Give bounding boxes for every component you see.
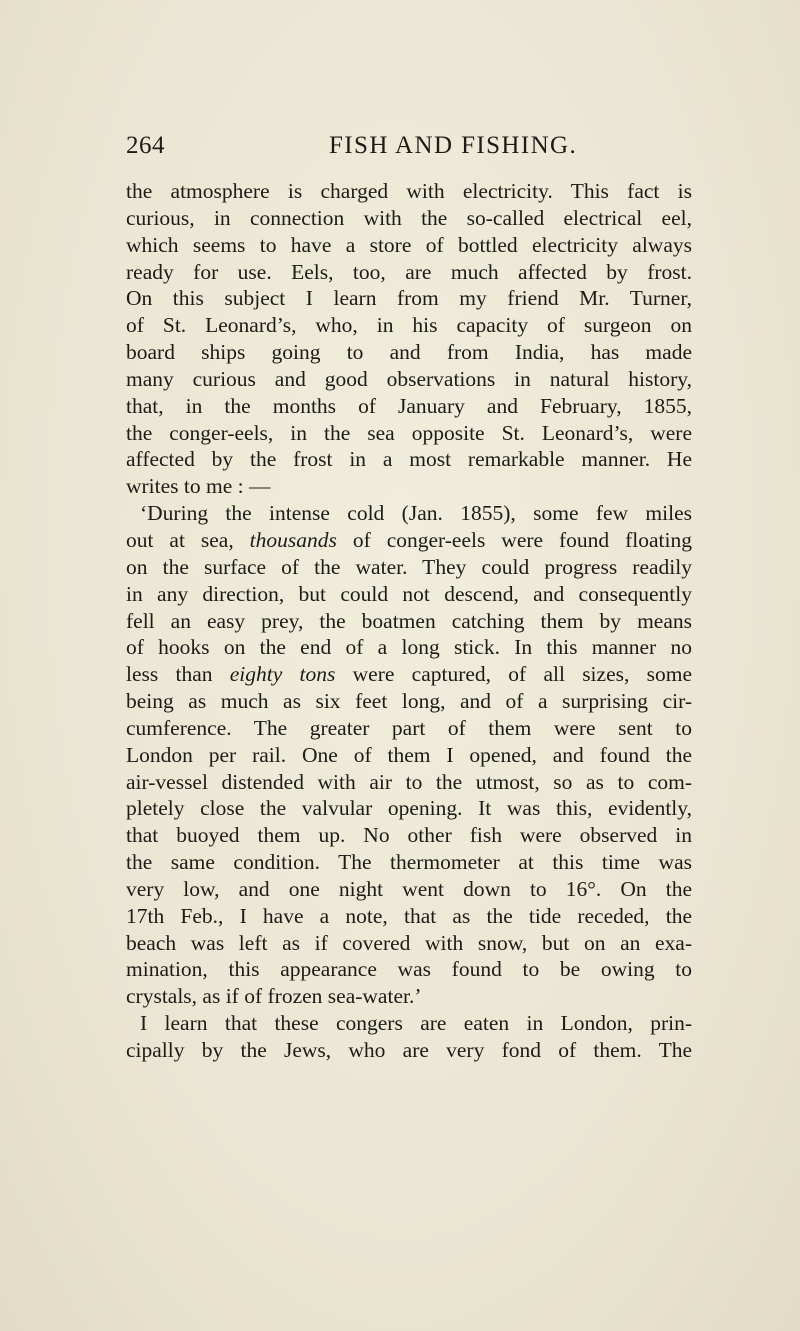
text-line: ‘During the intense cold (Jan. 1855), some few miles xyxy=(140,501,692,526)
text-line: that buoyed them up. No other fish were observed in xyxy=(126,823,692,848)
text-line: the same condition. The thermometer at this time was xyxy=(126,850,692,875)
text-line: being as much as six feet long, and of a surprising cir- xyxy=(126,689,692,714)
page-number: 264 xyxy=(126,132,165,159)
text-line: mination, this appearance was found to be owing to xyxy=(126,957,692,982)
emphasis-thousands: thousands xyxy=(249,527,337,552)
line-segment: of conger-eels were found floating xyxy=(336,527,692,552)
text-line: curious, in connection with the so-called electrical eel, xyxy=(126,205,692,230)
text-line: board ships going to and from India, has made xyxy=(126,340,692,365)
text-line: On this subject I learn from my friend Mr. Turner, xyxy=(126,286,692,311)
text-line: that, in the months of January and February, 1855, xyxy=(126,393,692,418)
text-line: fell an easy prey, the boatmen catching them by means xyxy=(126,608,692,633)
text-line: affected by the frost in a most remarkable manner. He xyxy=(126,447,692,472)
text-line: cumference. The greater part of them were sent to xyxy=(126,715,692,740)
text-line xyxy=(126,527,692,554)
text-line: which seems to have a store of bottled electricity always xyxy=(126,232,692,257)
text-line: I learn that these congers are eaten in London, prin- xyxy=(140,1011,692,1036)
text-line: writes to me : — xyxy=(126,474,271,499)
text-line xyxy=(126,661,692,688)
page-header xyxy=(126,132,626,168)
text-line: many curious and good observations in natural history, xyxy=(126,366,692,391)
line-segment: less than xyxy=(126,662,230,687)
text-line: of St. Leonard’s, who, in his capacity of surgeon on xyxy=(126,313,692,338)
text-line: crystals, as if of frozen sea-water.’ xyxy=(126,984,422,1009)
running-head: FISH AND FISHING. xyxy=(329,132,578,159)
line-segment: out at sea, xyxy=(126,527,250,552)
emphasis-eighty-tons: eighty tons xyxy=(229,662,336,687)
text-line: beach was left as if covered with snow, but on an exa- xyxy=(126,930,692,955)
text-line: ready for use. Eels, too, are much affected by frost. xyxy=(126,259,692,284)
text-line: in any direction, but could not descend, and consequently xyxy=(126,581,692,606)
text-line: 17th Feb., I have a note, that as the tide receded, the xyxy=(126,903,692,928)
line-segment: were captured, of all sizes, some xyxy=(335,662,692,687)
text-line: the atmosphere is charged with electricity. This fact is xyxy=(126,179,692,203)
text-line: air-vessel distended with air to the utmost, so as to com- xyxy=(126,769,692,794)
text-line: on the surface of the water. They could progress readily xyxy=(126,554,692,579)
text-line: the conger-eels, in the sea opposite St. Leonard’s, were xyxy=(126,420,692,445)
text-line: of hooks on the end of a long stick. In this manner no xyxy=(126,635,692,660)
text-line: cipally by the Jews, who are very fond of them. The xyxy=(126,1038,692,1062)
text-line: London per rail. One of them I opened, and found the xyxy=(126,742,692,767)
text-line: very low, and one night went down to 16°. On the xyxy=(126,876,692,901)
body-text xyxy=(126,178,692,1064)
text-line: pletely close the valvular opening. It was this, evidently, xyxy=(126,796,692,821)
